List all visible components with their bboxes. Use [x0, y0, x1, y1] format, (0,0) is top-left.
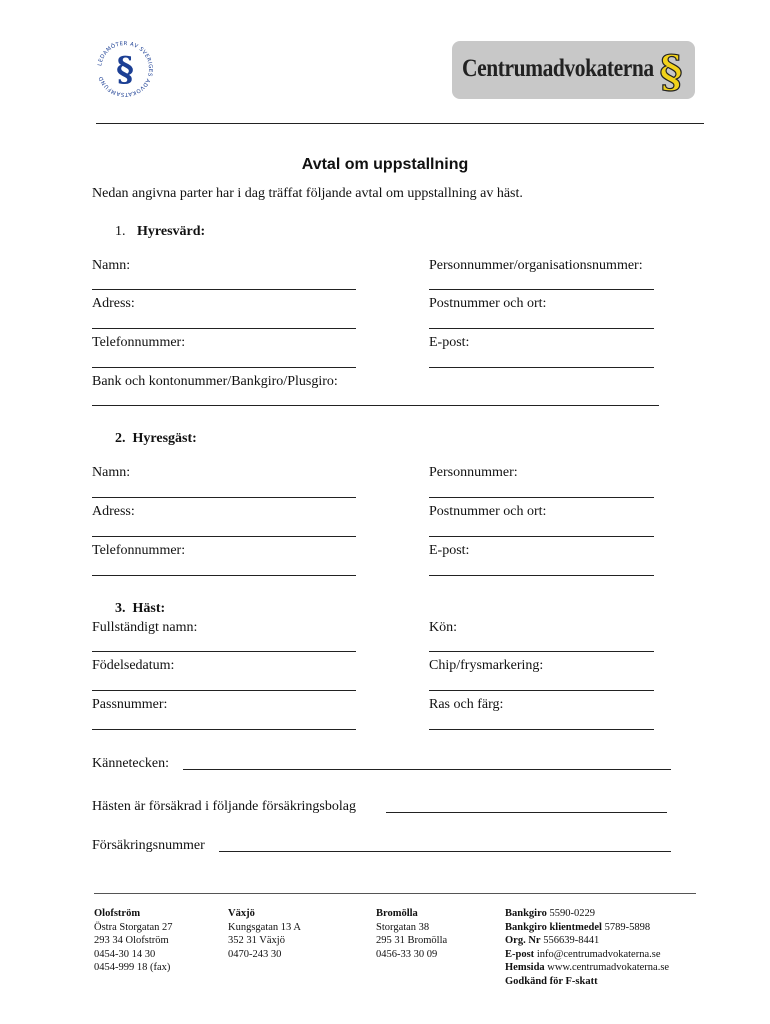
- hyresvard-phone-field[interactable]: [92, 367, 356, 368]
- office2-zip: 352 31 Växjö: [228, 935, 285, 946]
- hast-insurance-number-field[interactable]: [219, 851, 671, 852]
- hyresvard-name-field[interactable]: [92, 289, 356, 290]
- hyresvard-bank-field[interactable]: [92, 405, 659, 406]
- seal-ring-text: LEDAMÖTER AV SVERIGES ADVOKATSAMFUND: [97, 40, 154, 98]
- office3-city: Bromölla: [376, 908, 418, 919]
- bankgiro-label: Bankgiro: [505, 908, 547, 919]
- hyresgast-phone-field[interactable]: [92, 575, 356, 576]
- office3-phone: 0456-33 30 09: [376, 948, 438, 960]
- hast-passport-label: Passnummer:: [92, 697, 168, 712]
- hyresgast-address-field[interactable]: [92, 536, 356, 537]
- footer-company-info: [505, 907, 669, 988]
- email-link[interactable]: info@centrumadvokaterna.se: [536, 948, 661, 960]
- seal-symbol: §: [116, 50, 134, 90]
- section-hyresvard-number: 1.: [115, 224, 126, 239]
- advokatsamfund-seal: [96, 40, 154, 98]
- paragraph-mark-icon: [656, 47, 686, 93]
- klientmedel-value: 5789-5898: [604, 921, 651, 933]
- office1-fax: 0454-999 18 (fax): [94, 962, 171, 973]
- org-nr-label: Org. Nr: [505, 935, 541, 946]
- hast-marks-field[interactable]: [183, 769, 671, 770]
- hyresgast-id-label: Personnummer:: [429, 465, 518, 480]
- section-hyresgast-heading: 2. Hyresgäst:: [115, 431, 197, 446]
- svg-text:§: §: [659, 47, 683, 93]
- hast-insurer-label: Hästen är försäkrad i följande försäkringsbolag: [92, 799, 356, 814]
- hyresgast-phone-label: Telefonnummer:: [92, 543, 186, 558]
- website-label: Hemsida: [505, 962, 545, 973]
- office3-zip: 295 31 Bromölla: [376, 935, 448, 946]
- office1-zip: 293 34 Olofström: [94, 935, 169, 946]
- brand-name: Centrumadvokaterna: [462, 55, 654, 82]
- office1-street: Östra Storgatan 27: [94, 921, 173, 933]
- hast-breed-color-field[interactable]: [429, 729, 654, 730]
- hast-insurance-number-label: Försäkringsnummer: [92, 838, 205, 853]
- email-label: E-post: [505, 948, 535, 960]
- footer-office-vaxjo: [228, 907, 301, 961]
- office1-phone: 0454-30 14 30: [94, 948, 156, 960]
- hast-fullname-field[interactable]: [92, 651, 356, 652]
- hyresgast-email-field[interactable]: [429, 575, 654, 576]
- org-nr-value: 556639-8441: [543, 935, 600, 946]
- hyresvard-id-field[interactable]: [429, 289, 654, 290]
- hast-passport-field[interactable]: [92, 729, 356, 730]
- bankgiro-value: 5590-0229: [549, 908, 595, 919]
- office3-street: Storgatan 38: [376, 921, 430, 933]
- hast-fullname-label: Fullständigt namn:: [92, 620, 198, 635]
- hyresgast-address-label: Adress:: [92, 504, 135, 519]
- hyresgast-postal-label: Postnummer och ort:: [429, 504, 547, 519]
- header-divider: [96, 123, 704, 124]
- brand-logo: [452, 41, 695, 99]
- section-hyresvard-heading: Hyresvärd:: [137, 224, 206, 239]
- footer-divider: [94, 893, 696, 894]
- hyresvard-address-field[interactable]: [92, 328, 356, 329]
- hyresvard-postal-label: Postnummer och ort:: [429, 296, 547, 311]
- hast-chip-label: Chip/frysmarkering:: [429, 658, 544, 673]
- hyresvard-email-field[interactable]: [429, 367, 654, 368]
- hyresvard-email-label: E-post:: [429, 335, 470, 350]
- hyresvard-phone-label: Telefonnummer:: [92, 335, 186, 350]
- hyresgast-email-label: E-post:: [429, 543, 470, 558]
- hyresvard-name-label: Namn:: [92, 258, 131, 273]
- hast-insurer-field[interactable]: [386, 812, 667, 813]
- hyresgast-postal-field[interactable]: [429, 536, 654, 537]
- office1-city: Olofström: [94, 908, 141, 919]
- website-link[interactable]: www.centrumadvokaterna.se: [547, 962, 670, 973]
- hast-gender-label: Kön:: [429, 620, 457, 635]
- hast-birthdate-label: Födelsedatum:: [92, 658, 175, 673]
- hast-marks-label: Kännetecken:: [92, 756, 169, 771]
- hast-chip-field[interactable]: [429, 690, 654, 691]
- office2-phone: 0470-243 30: [228, 948, 282, 960]
- hyresvard-bank-label: Bank och kontonummer/Bankgiro/Plusgiro:: [92, 374, 338, 389]
- hyresvard-postal-field[interactable]: [429, 328, 654, 329]
- hyresvard-id-label: Personnummer/organisationsnummer:: [429, 258, 643, 273]
- hyresgast-name-field[interactable]: [92, 497, 356, 498]
- intro-text: Nedan angivna parter har i dag träffat följande avtal om uppstallning av häst.: [92, 186, 523, 201]
- hast-birthdate-field[interactable]: [92, 690, 356, 691]
- f-skatt-note: Godkänd för F-skatt: [505, 975, 598, 987]
- hast-gender-field[interactable]: [429, 651, 654, 652]
- office2-city: Växjö: [228, 908, 255, 919]
- footer-office-bromolla: [376, 907, 447, 961]
- hyresvard-address-label: Adress:: [92, 296, 135, 311]
- hyresgast-name-label: Namn:: [92, 465, 131, 480]
- section-hast-heading: 3. Häst:: [115, 601, 166, 616]
- hyresgast-id-field[interactable]: [429, 497, 654, 498]
- hast-breed-color-label: Ras och färg:: [429, 697, 504, 712]
- footer-office-olofstrom: [94, 907, 173, 975]
- document-title: Avtal om uppstallning: [301, 156, 469, 173]
- klientmedel-label: Bankgiro klientmedel: [505, 921, 602, 933]
- office2-street: Kungsgatan 13 A: [228, 921, 301, 933]
